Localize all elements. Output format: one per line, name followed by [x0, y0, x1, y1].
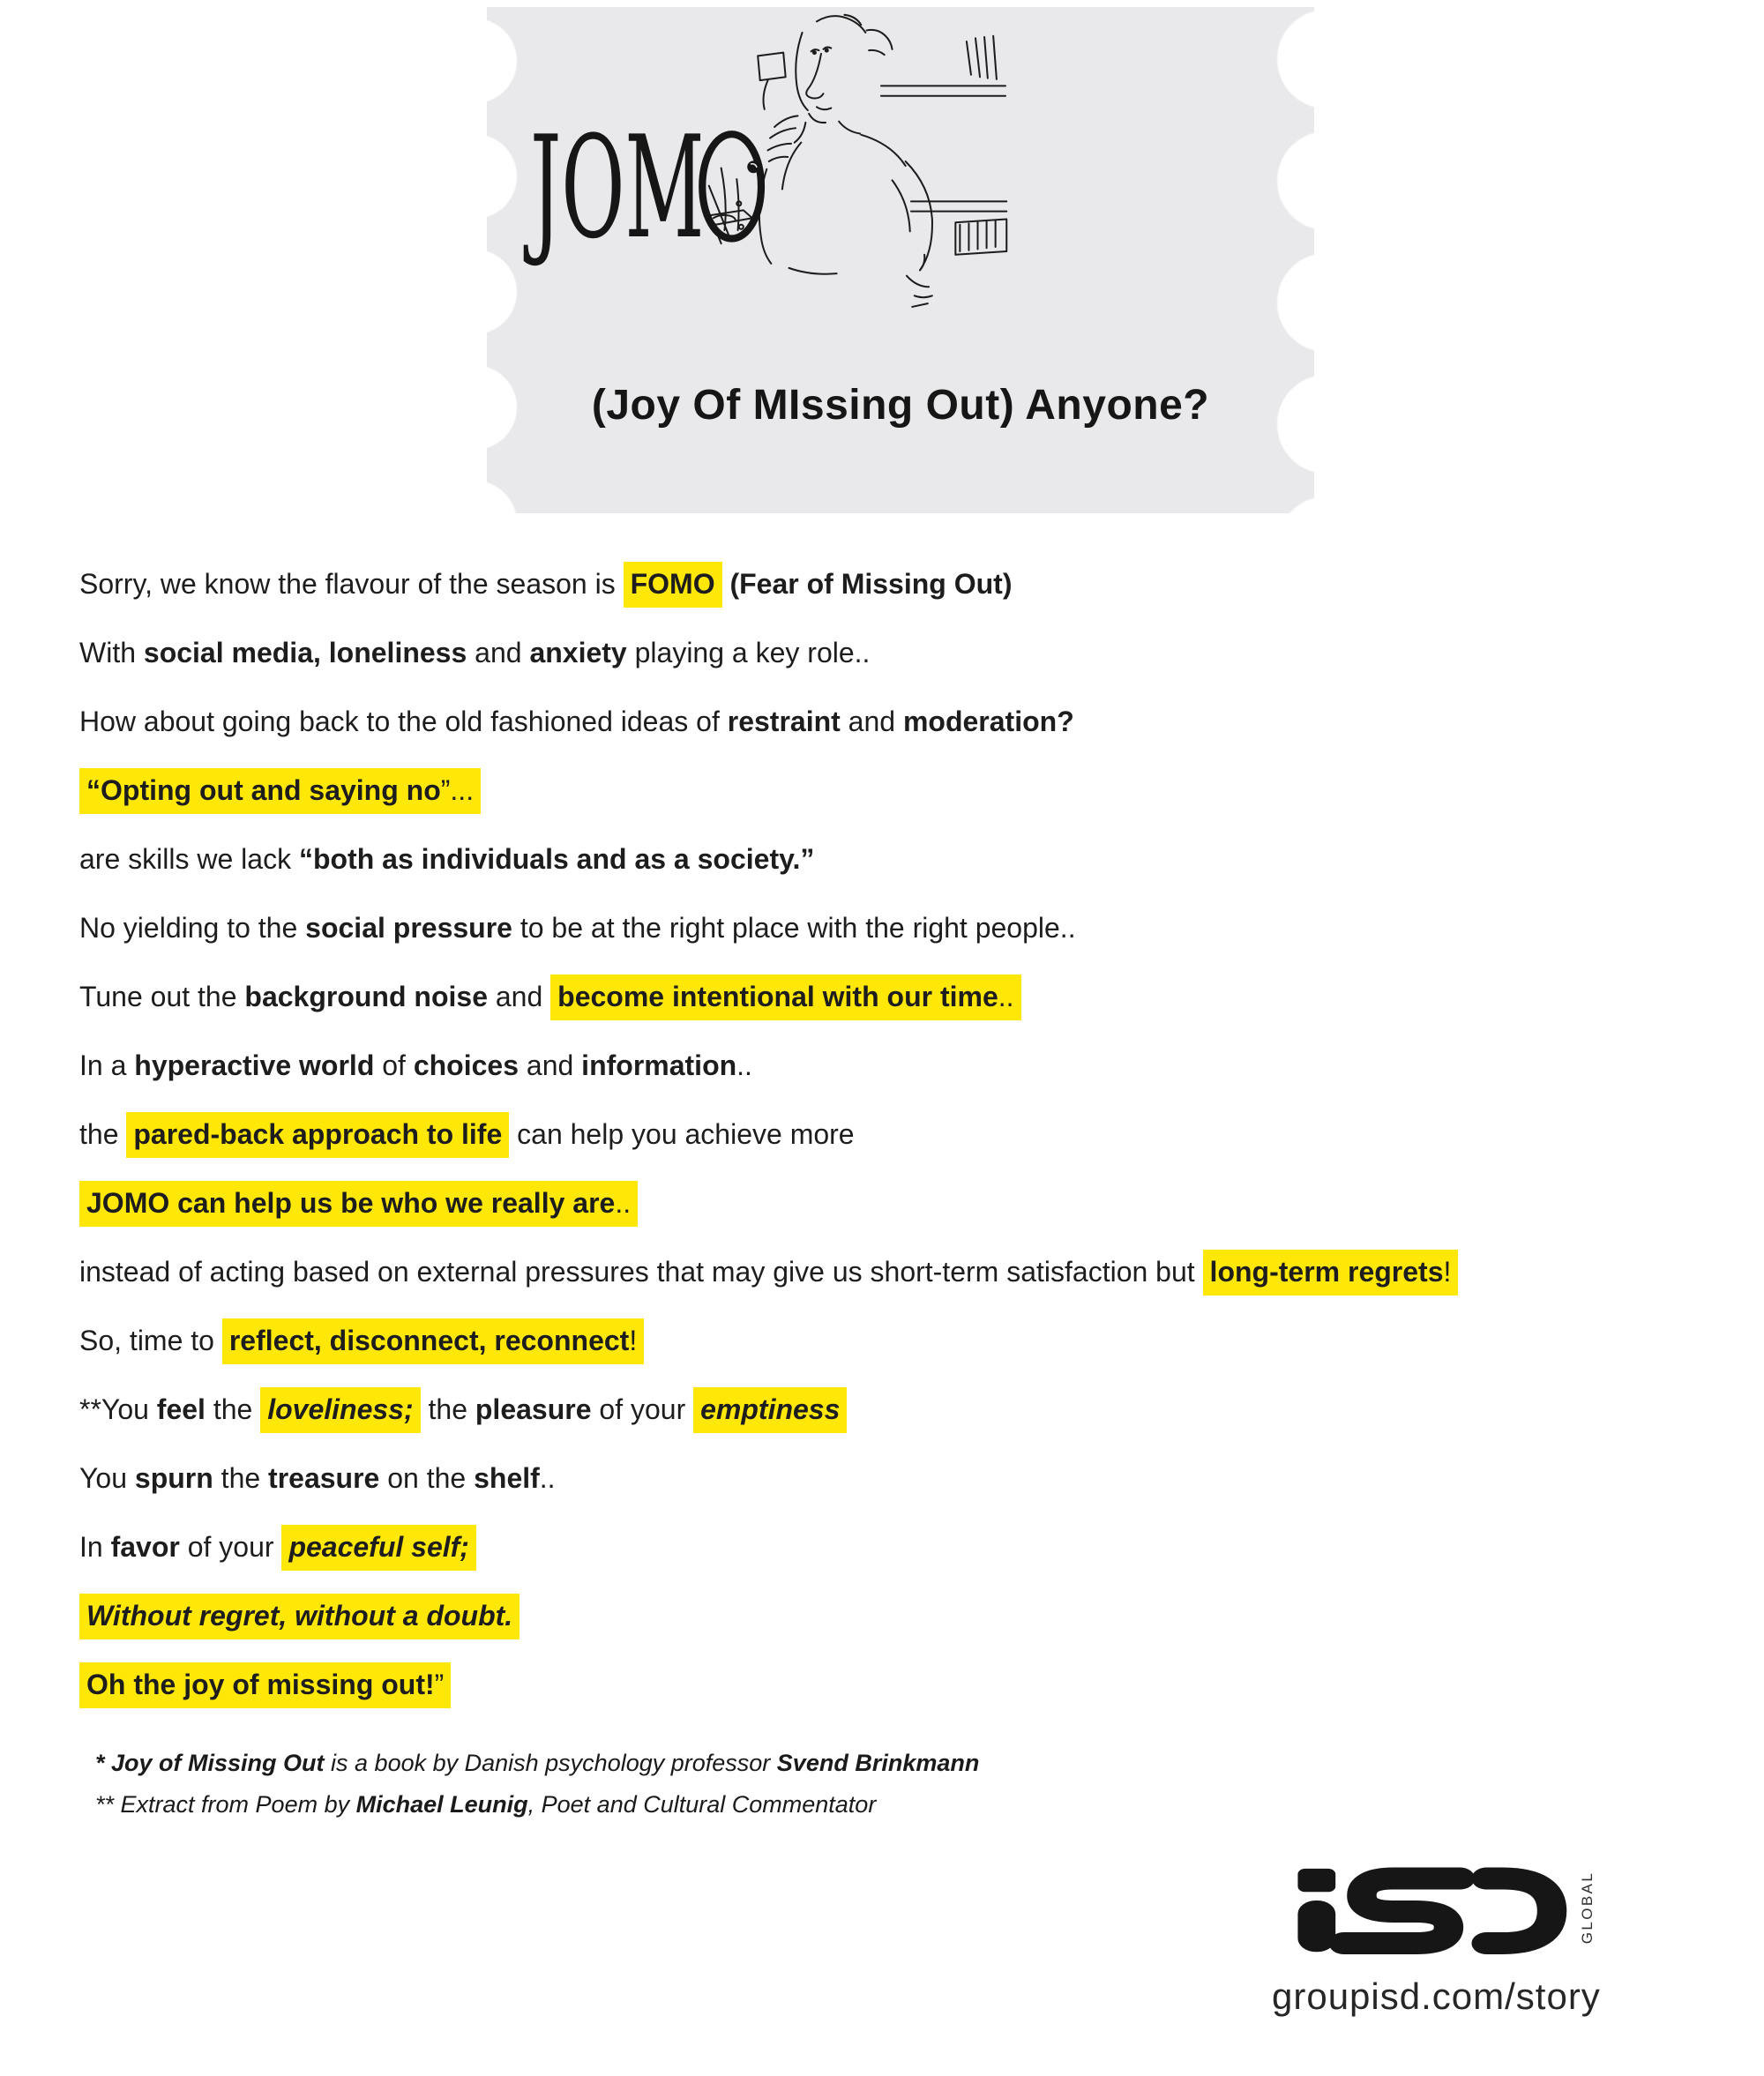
- text-segment: ”: [435, 1662, 452, 1708]
- isd-d: [1486, 1878, 1551, 1943]
- text-segment: long-term regrets: [1203, 1250, 1444, 1296]
- text-segment: choices: [413, 1049, 519, 1081]
- text-segment: In a: [79, 1049, 135, 1081]
- text-segment: spurn: [134, 1462, 213, 1494]
- text-segment: You: [79, 1462, 135, 1494]
- text-segment: can help you achieve more: [509, 1118, 855, 1150]
- text-segment: instead of acting based on external pressures that may give us short-term satisfaction but: [79, 1256, 1203, 1288]
- jomo-logo: [487, 7, 1314, 513]
- magnifier-knob: [747, 161, 759, 173]
- text-segment: social pressure: [305, 912, 512, 944]
- footnote-line: [95, 1789, 1506, 1819]
- text-segment: Michael Leunig: [355, 1791, 528, 1818]
- text-segment: and: [519, 1049, 582, 1081]
- body-copy: [79, 564, 1738, 1734]
- magnifier-lens-o: [702, 134, 761, 238]
- jomo-logo-text: JOM: [530, 106, 705, 271]
- text-segment: hyperactive world: [134, 1049, 375, 1081]
- text-segment: on the: [379, 1462, 475, 1494]
- body-line: [79, 1115, 1738, 1154]
- text-segment: In: [79, 1531, 111, 1563]
- text-segment: to be at the right place with the right people..: [512, 912, 1076, 944]
- text-segment: **You: [79, 1393, 157, 1425]
- text-segment: shelf: [474, 1462, 540, 1494]
- text-segment: !: [1443, 1250, 1458, 1296]
- text-segment: How about going back to the old fashioned ideas of: [79, 706, 728, 737]
- body-line: [79, 633, 1738, 672]
- text-segment: So, time to: [79, 1325, 222, 1356]
- text-segment: Oh the joy of missing out!: [79, 1662, 435, 1708]
- text-segment: the: [213, 1462, 269, 1494]
- text-segment: become intentional with our time: [550, 975, 998, 1020]
- text-segment: and: [467, 637, 530, 668]
- isd-global-label: GLOBAL: [1579, 1871, 1596, 1945]
- text-segment: pared-back approach to life: [126, 1112, 509, 1158]
- text-segment: and: [840, 706, 903, 737]
- body-line: [79, 1390, 1738, 1429]
- text-segment: is a book by Danish psychology professor: [324, 1750, 777, 1776]
- text-segment: social media, loneliness: [143, 637, 467, 668]
- text-segment: moderation?: [902, 706, 1074, 737]
- man-with-magnifying-glass-illustration: [702, 15, 1006, 307]
- text-segment: are skills we lack: [79, 843, 299, 875]
- text-segment: “both as individuals and as a society.”: [298, 843, 815, 875]
- text-segment: feel: [156, 1393, 206, 1425]
- text-segment: No yielding to the: [79, 912, 306, 944]
- body-line: [79, 1252, 1738, 1291]
- text-segment: the: [79, 1118, 127, 1150]
- text-segment: Svend Brinkmann: [776, 1750, 980, 1776]
- text-segment: FOMO: [624, 562, 722, 608]
- text-segment: background noise: [244, 981, 488, 1012]
- text-segment: and: [487, 981, 551, 1012]
- text-segment: ..: [539, 1462, 556, 1494]
- footnote-line: [95, 1748, 1506, 1778]
- text-segment: * Joy of Missing Out: [95, 1750, 325, 1776]
- text-segment: ..: [615, 1181, 638, 1227]
- body-line: [79, 1046, 1738, 1085]
- isd-i-dot: [1297, 1869, 1335, 1892]
- body-line: [79, 1184, 1738, 1222]
- body-line: [79, 564, 1738, 603]
- text-segment: of: [374, 1049, 414, 1081]
- text-segment: of your: [179, 1531, 282, 1563]
- body-line: [79, 908, 1738, 947]
- text-segment: reflect, disconnect, reconnect: [222, 1318, 629, 1364]
- text-segment: emptiness: [693, 1387, 847, 1433]
- body-line: [79, 702, 1738, 741]
- text-segment: ..: [736, 1049, 752, 1081]
- body-line: [79, 1321, 1738, 1360]
- text-segment: favor: [110, 1531, 180, 1563]
- isd-s: [1343, 1878, 1460, 1943]
- text-segment: playing a key role..: [626, 637, 871, 668]
- isd-logo: [1291, 1863, 1570, 1954]
- text-segment: , Poet and Cultural Commentator: [527, 1791, 877, 1818]
- body-line: [79, 771, 1738, 810]
- jomo-logotype: [524, 107, 705, 271]
- body-line: [79, 1459, 1738, 1497]
- text-segment: Without regret, without a doubt.: [79, 1594, 519, 1639]
- text-segment: restraint: [727, 706, 841, 737]
- body-line: [79, 977, 1738, 1016]
- text-segment: ”...: [441, 768, 481, 814]
- text-segment: “Opting out and saying no: [79, 768, 441, 814]
- footer-url-link[interactable]: groupisd.com/story: [1272, 1975, 1601, 2017]
- text-segment: information: [581, 1049, 737, 1081]
- text-segment: of your: [591, 1393, 694, 1425]
- text-segment: Sorry, we know the flavour of the season is: [79, 568, 624, 600]
- text-segment: JOMO can help us be who we really are: [79, 1181, 615, 1227]
- footnotes: [95, 1748, 1506, 1831]
- text-segment: the: [205, 1393, 261, 1425]
- body-line: [79, 1527, 1738, 1566]
- header-banner: [487, 7, 1314, 513]
- text-segment: ** Extract from Poem by: [95, 1791, 356, 1818]
- text-segment: treasure: [268, 1462, 380, 1494]
- text-segment: pleasure: [475, 1393, 592, 1425]
- text-segment: anxiety: [529, 637, 627, 668]
- text-segment: !: [629, 1318, 644, 1364]
- text-segment: With: [79, 637, 144, 668]
- text-segment: peaceful self;: [281, 1525, 476, 1571]
- text-segment: (Fear of Missing Out): [721, 568, 1013, 600]
- body-line: [79, 1665, 1738, 1704]
- text-segment: the: [420, 1393, 475, 1425]
- text-segment: loveliness;: [260, 1387, 420, 1433]
- text-segment: ..: [998, 975, 1021, 1020]
- body-line: [79, 840, 1738, 878]
- header-subtitle: (Joy Of MIssing Out) Anyone?: [591, 382, 1210, 429]
- body-line: [79, 1596, 1738, 1635]
- text-segment: Tune out the: [79, 981, 245, 1012]
